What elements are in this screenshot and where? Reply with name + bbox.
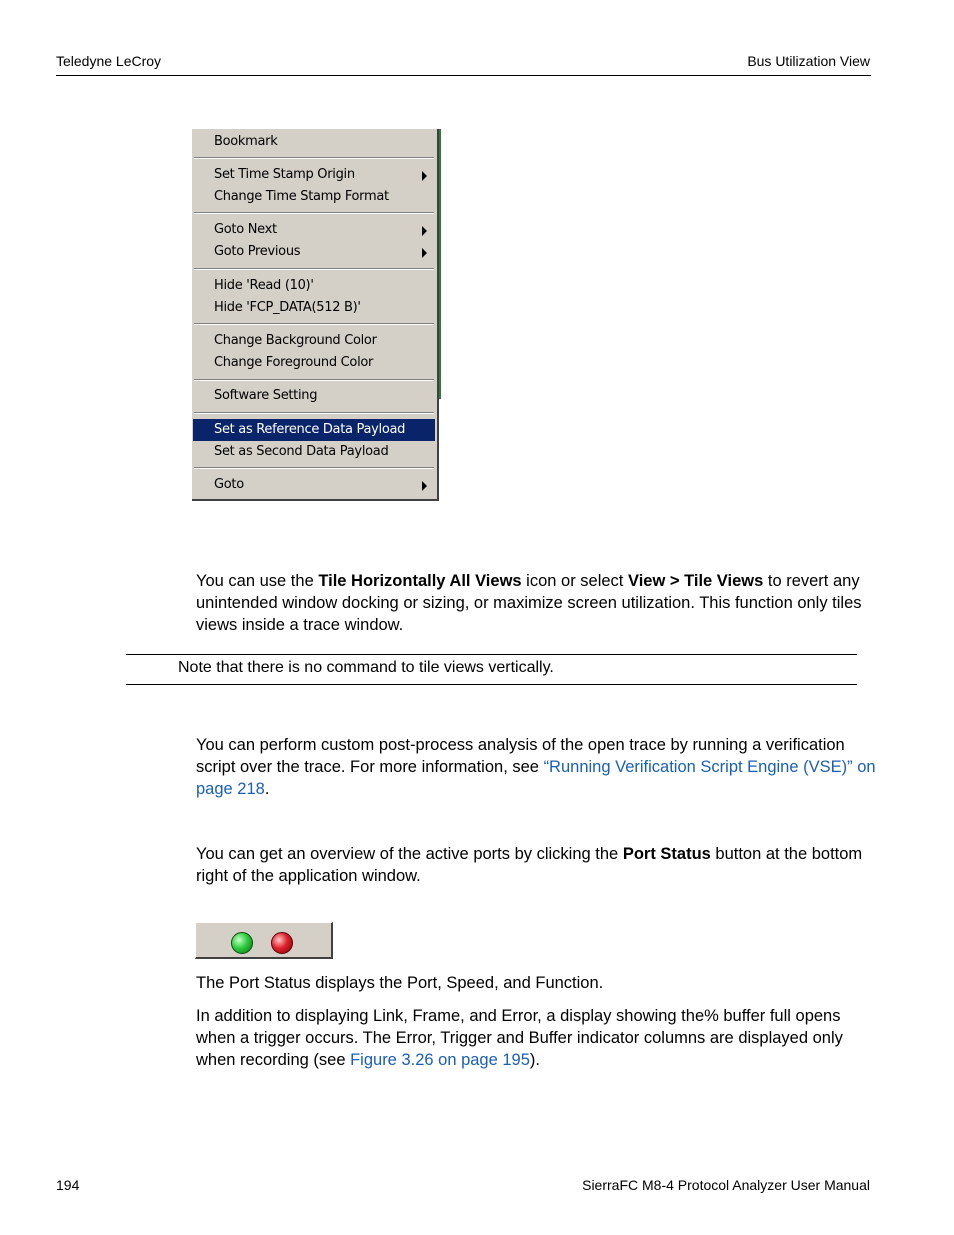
menu-item-label: Hide 'Read (10)'	[214, 278, 314, 293]
menu-item-label: Set Time Stamp Origin	[214, 167, 355, 182]
port-status-paragraph	[196, 843, 876, 887]
menu-item-label: Hide 'FCP_DATA(512 B)'	[214, 300, 361, 315]
menu-separator	[194, 379, 434, 381]
note-bottom-rule	[126, 684, 857, 685]
menu-item-label: Software Setting	[214, 388, 318, 403]
menu-item-label: Goto	[214, 477, 244, 492]
note-text: Note that there is no command to tile views vertically.	[178, 659, 554, 676]
figure-link[interactable]: Figure 3.26 on page 195	[350, 1051, 530, 1069]
trace-edge-strip	[439, 129, 441, 399]
menu-item-goto[interactable]	[193, 474, 435, 496]
text-run: You can perform custom post-process analysis of the open trace by running a verification script over the trace. For more information, see	[196, 736, 845, 776]
menu-separator	[194, 412, 434, 414]
menu-separator	[194, 268, 434, 270]
menu-item-bookmark[interactable]	[193, 131, 435, 153]
ui-term-port-status: Port Status	[622, 845, 711, 863]
menu-separator	[194, 467, 434, 469]
menu-item-label: Bookmark	[214, 134, 278, 149]
menu-item-label: Set as Reference Data Payload	[214, 422, 406, 437]
page-number: 194	[56, 1177, 80, 1193]
ui-term-view-tile-views: View > Tile Views	[627, 572, 764, 590]
text-run: icon or select	[521, 572, 628, 590]
submenu-arrow-icon	[422, 248, 427, 258]
menu-separator	[194, 212, 434, 214]
header-section-title: Bus Utilization View	[747, 53, 870, 69]
menu-separator	[194, 323, 434, 325]
menu-item-software-setting[interactable]	[193, 385, 435, 407]
ui-term-tile-horizontally: Tile Horizontally All Views	[318, 572, 522, 590]
menu-item-change-foreground-color[interactable]	[193, 352, 435, 374]
submenu-arrow-icon	[422, 481, 427, 491]
submenu-arrow-icon	[422, 171, 427, 181]
tile-views-paragraph	[196, 570, 876, 636]
menu-item-label: Change Foreground Color	[214, 355, 374, 370]
port-display-paragraph: The Port Status displays the Port, Speed, and Function.	[196, 974, 604, 992]
menu-item-label: Goto Previous	[214, 244, 301, 259]
menu-item-hide-fcp-data[interactable]	[193, 297, 435, 319]
menu-item-goto-next[interactable]	[193, 219, 435, 241]
submenu-arrow-icon	[422, 226, 427, 236]
green-led-icon	[231, 932, 253, 954]
manual-title: SierraFC M8-4 Protocol Analyzer User Manual	[582, 1177, 870, 1193]
menu-item-label: Change Time Stamp Format	[214, 189, 389, 204]
note-top-rule	[126, 654, 857, 655]
menu-item-change-background-color[interactable]	[193, 330, 435, 352]
vse-link[interactable]: “Running Verification Script Engine (VSE)” on page 218	[196, 758, 876, 798]
menu-item-set-second-data-payload[interactable]	[193, 441, 435, 463]
menu-item-hide-read[interactable]	[193, 275, 435, 297]
text-run: You can get an overview of the active ports by clicking the	[196, 845, 623, 863]
text-run: In addition to displaying Link, Frame, and Error, a display showing the% buffer full opens when a trigger occurs. The Error, Trigger and Buffer indicator columns are displayed only when recording (see	[196, 1007, 843, 1069]
vse-paragraph	[196, 734, 876, 800]
menu-item-goto-previous[interactable]	[193, 241, 435, 263]
menu-separator	[194, 157, 434, 159]
text-run: You can use the	[196, 572, 319, 590]
menu-item-set-time-stamp-origin[interactable]	[193, 164, 435, 186]
menu-item-label: Set as Second Data Payload	[214, 444, 389, 459]
menu-item-label: Goto Next	[214, 222, 277, 237]
port-status-button[interactable]	[195, 922, 333, 959]
header-rule	[56, 75, 871, 76]
red-led-icon	[271, 932, 293, 954]
menu-item-label: Change Background Color	[214, 333, 377, 348]
header-company: Teledyne LeCroy	[56, 53, 162, 69]
menu-item-change-time-stamp-format[interactable]	[193, 186, 435, 208]
text-run: ).	[529, 1051, 540, 1069]
text-run: .	[264, 780, 270, 798]
text-run: to revert any unintended window docking or sizing, or maximize screen utilization. This function only tiles views inside a trace window.	[196, 572, 862, 634]
text-run: button at the bottom right of the application window.	[196, 845, 863, 885]
buffer-paragraph	[196, 1005, 876, 1071]
menu-item-set-reference-data-payload[interactable]	[193, 419, 435, 441]
context-menu-screenshot	[192, 129, 439, 501]
